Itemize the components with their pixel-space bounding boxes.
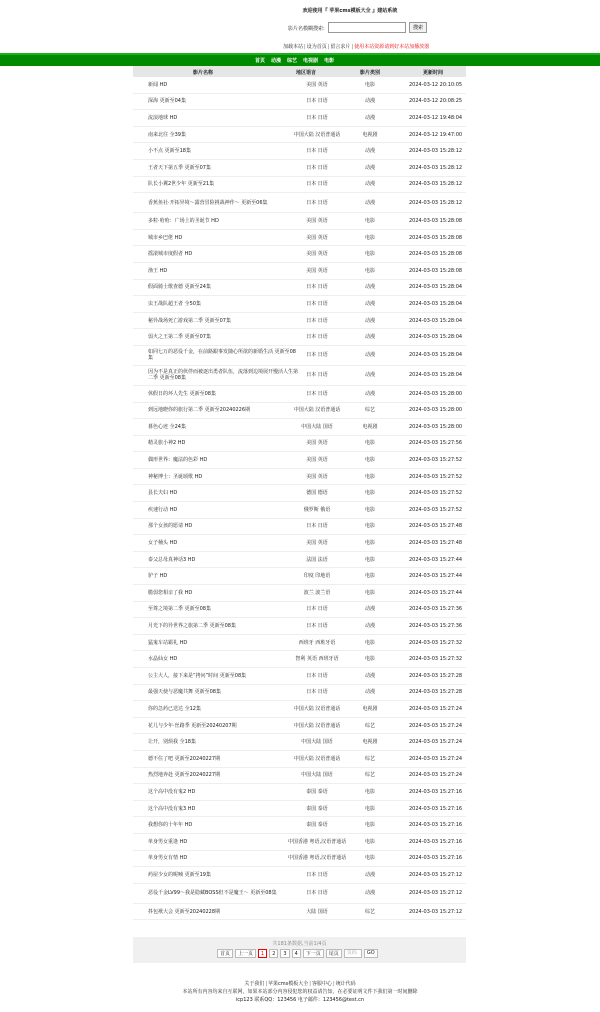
- movie-category: 动漫: [364, 114, 375, 121]
- movie-category: 动漫: [364, 390, 375, 397]
- page-number[interactable]: 1: [258, 949, 267, 958]
- movie-title-link[interactable]: 多粒·哈哈：广场上的圣诞节 HD: [148, 217, 219, 224]
- movie-title-link[interactable]: 流浪地球 HD: [148, 114, 178, 121]
- movie-category: 动漫: [364, 164, 375, 171]
- footer-contact: icp123 联系QQ：123456 电子邮件：123456@test.cn: [235, 997, 365, 1003]
- movie-update-time: 2024-03-03 15:28:12: [409, 181, 463, 188]
- movie-category: 电影: [364, 838, 375, 845]
- movie-update-time: 2024-03-03 15:28:12: [409, 199, 463, 206]
- table-row: [133, 485, 466, 502]
- table-row: [133, 685, 466, 702]
- nav-item[interactable]: 综艺: [287, 58, 298, 64]
- movie-update-time: 2024-03-03 15:27:28: [409, 672, 463, 679]
- movie-title-link[interactable]: 那个女孩的愿请 HD: [148, 523, 193, 530]
- movie-update-time: 2024-03-03 15:27:16: [409, 805, 463, 812]
- table-row: [133, 143, 466, 160]
- movie-update-time: 2024-03-03 15:27:32: [409, 656, 463, 663]
- movie-region: 泰国 泰语: [306, 788, 328, 795]
- movie-title-link[interactable]: 驴子 HD: [148, 573, 168, 580]
- movie-region: 日本 日语: [306, 689, 328, 696]
- movie-category: 动漫: [364, 317, 375, 324]
- movie-update-time: 2024-03-03 15:28:04: [409, 372, 463, 379]
- table-row: [133, 452, 466, 469]
- movie-update-time: 2024-03-03 15:28:08: [409, 234, 463, 241]
- table-row: [133, 701, 466, 718]
- movie-update-time: 2024-03-03 15:27:44: [409, 556, 463, 563]
- main-nav: [0, 53, 600, 66]
- movie-category: 电影: [364, 234, 375, 241]
- movie-category: 电影: [364, 656, 375, 663]
- movie-update-time: 2024-03-03 15:28:04: [409, 352, 463, 359]
- movie-title-link[interactable]: 水晶仙女 HD: [148, 656, 178, 663]
- table-row: [133, 784, 466, 801]
- movie-title-link[interactable]: 精灵旅小神2 HD: [148, 440, 186, 447]
- movie-category: 综艺: [364, 722, 375, 729]
- movie-region: 日本 日语: [306, 148, 328, 155]
- table-row: [133, 651, 466, 668]
- movie-title-link[interactable]: 县长夫妇 HD: [148, 490, 178, 497]
- table-row: [133, 110, 466, 127]
- table-row: [133, 94, 466, 111]
- movie-title-link[interactable]: 德不住了吧 更新至20240227期: [148, 755, 221, 762]
- movie-region: 中国香港 粤语,汉语普通话: [287, 855, 347, 862]
- movie-region: 中国香港 粤语,汉语普通话: [287, 838, 347, 845]
- movie-title-link[interactable]: 休假日的坏人先生 更新至08集: [148, 390, 216, 397]
- movie-title-link[interactable]: 热烈地奔赴 更新至20240227期: [148, 772, 221, 779]
- movie-title-link[interactable]: 单身男女有情 HD: [148, 855, 188, 862]
- movie-region: 波兰 波兰语: [303, 589, 331, 596]
- movie-region: 德国 德语: [306, 490, 328, 497]
- movie-title-link[interactable]: 香蕉鱼社·开拓异境～露营冒险挑战神作～ 更新至06集: [148, 199, 268, 206]
- movie-update-time: 2024-03-03 15:28:08: [409, 251, 463, 258]
- movie-region: 中国大陆 国语: [301, 423, 333, 430]
- pagination-info: 共181条数据,当前1/4页: [272, 941, 327, 947]
- table-row: [133, 734, 466, 751]
- page-number[interactable]: 2: [269, 949, 278, 958]
- movie-category: 动漫: [364, 672, 375, 679]
- movie-update-time: 2024-03-03 15:27:12: [409, 871, 463, 878]
- movie-category: 动漫: [364, 284, 375, 291]
- movie-region: 中国大陆 国语: [301, 772, 333, 779]
- movie-category: 电影: [364, 639, 375, 646]
- footer-stats[interactable]: 统计代码: [335, 981, 356, 987]
- movie-update-time: 2024-03-03 15:27:24: [409, 755, 463, 762]
- table-row: [133, 160, 466, 177]
- movie-title-link[interactable]: 脆弱您相亲了我 HD: [148, 589, 193, 596]
- movie-region: 日本 日语: [306, 890, 328, 897]
- movie-category: 动漫: [364, 181, 375, 188]
- page-first[interactable]: 首页: [217, 949, 233, 958]
- table-row: [133, 801, 466, 818]
- table-body: [133, 77, 466, 920]
- movie-update-time: 2024-03-03 15:27:44: [409, 589, 463, 596]
- movie-update-time: 2024-03-03 15:27:52: [409, 490, 463, 497]
- table-row: [133, 668, 466, 685]
- movie-category: 电影: [364, 267, 375, 274]
- movie-title-link[interactable]: 神秘博士：圣诞颂歌 HD: [148, 473, 203, 480]
- movie-update-time: 2024-03-03 15:27:48: [409, 523, 463, 530]
- movie-region: 中国大陆 汉语普通话: [293, 722, 341, 729]
- movie-update-time: 2024-03-03 15:28:04: [409, 334, 463, 341]
- movie-region: 日本 日语: [306, 164, 328, 171]
- movie-region: 日本 日语: [306, 871, 328, 878]
- table-row: [133, 635, 466, 652]
- movie-category: 动漫: [364, 606, 375, 613]
- movie-region: 美国 英语: [306, 81, 328, 88]
- table-row: [133, 535, 466, 552]
- table-row: [133, 127, 466, 144]
- movie-update-time: 2024-03-12 19:48:04: [409, 114, 463, 121]
- table-row: [133, 280, 466, 297]
- movie-update-time: 2024-03-03 15:28:08: [409, 267, 463, 274]
- table-row: [133, 263, 466, 280]
- movie-region: 中国大陆 国语: [301, 739, 333, 746]
- movie-update-time: 2024-03-03 15:28:04: [409, 300, 463, 307]
- movie-category: 综艺: [364, 908, 375, 915]
- movie-title-link[interactable]: 公主大人，接下来是“拷问”时间 更新至08集: [148, 672, 247, 679]
- movie-update-time: 2024-03-03 15:27:24: [409, 772, 463, 779]
- movie-update-time: 2024-03-12 20:08:25: [409, 98, 463, 105]
- movie-category: 动漫: [364, 148, 375, 155]
- movie-region: 日本 日语: [306, 623, 328, 630]
- movie-update-time: 2024-03-03 15:27:48: [409, 540, 463, 547]
- movie-category: 电视剧: [362, 423, 378, 430]
- table-row: [133, 436, 466, 453]
- movie-region: 日本 日语: [306, 181, 328, 188]
- page-go-button[interactable]: GO: [364, 949, 378, 958]
- pagination: [133, 937, 466, 963]
- footer-links: 关于我们|苹果cms模板大全|客服中心|统计代码: [244, 981, 356, 987]
- movie-title-link[interactable]: 你的急药已送达 全12集: [148, 705, 201, 712]
- table-row: [133, 817, 466, 834]
- movie-title-link[interactable]: 因为不是真正的伙伴而被逐出勇者队伍，流落到边境展开慢活人生第二季 更新至08集: [148, 369, 299, 382]
- movie-region: 日本 日语: [306, 284, 328, 291]
- movie-category: 电影: [364, 788, 375, 795]
- movie-title-link[interactable]: 虫王战队超王者 全50集: [148, 300, 201, 307]
- movie-update-time: 2024-03-03 15:28:04: [409, 284, 463, 291]
- movie-region: 美国 英语: [306, 440, 328, 447]
- movie-category: 动漫: [364, 352, 375, 359]
- movie-region: 日本 日语: [306, 114, 328, 121]
- movie-update-time: 2024-03-03 15:27:56: [409, 440, 463, 447]
- table-row: [133, 77, 466, 94]
- movie-region: 日本 日语: [306, 98, 328, 105]
- movie-category: 综艺: [364, 755, 375, 762]
- movie-title-link[interactable]: 疾速行动 HD: [148, 506, 178, 513]
- movie-update-time: 2024-03-03 15:27:16: [409, 822, 463, 829]
- movie-title-link[interactable]: 城市乡巴佬 HD: [148, 234, 183, 241]
- movie-title-link[interactable]: 最强天使与恶魔共舞 更新至08集: [148, 689, 221, 696]
- movie-title-link[interactable]: 单身男女重逢 HD: [148, 838, 188, 845]
- movie-update-time: 2024-03-03 15:27:24: [409, 739, 463, 746]
- movie-region: 美国 英语: [306, 234, 328, 241]
- player-notice[interactable]: 使用本站资源请到好本站加播放器: [354, 44, 430, 50]
- link-set-homepage[interactable]: 设为首页: [306, 44, 327, 50]
- movie-title-link[interactable]: 药屋少女的呢喃 更新至19集: [148, 871, 211, 878]
- table-row: [133, 519, 466, 536]
- movie-region: 日本 日语: [306, 606, 328, 613]
- movie-region: 美国 英语: [306, 473, 328, 480]
- movie-title-link[interactable]: 这个高中没有鬼2 HD: [148, 788, 196, 795]
- movie-update-time: 2024-03-12 20:10:05: [409, 81, 463, 88]
- movie-update-time: 2024-03-03 15:27:52: [409, 506, 463, 513]
- movie-category: 电影: [364, 805, 375, 812]
- movie-title-link[interactable]: 花儿与少年·丝路季 更新至20240207期: [148, 722, 237, 729]
- movie-category: 电影: [364, 490, 375, 497]
- movie-category: 动漫: [364, 689, 375, 696]
- movie-region: 日本 日语: [306, 372, 328, 379]
- movie-region: 西班牙 西班牙语: [298, 639, 336, 646]
- movie-category: 电视剧: [362, 739, 378, 746]
- nav-item[interactable]: 电影: [324, 58, 335, 64]
- search-input[interactable]: [328, 22, 406, 33]
- movie-update-time: 2024-03-03 15:27:24: [409, 705, 463, 712]
- footer-about[interactable]: 关于我们: [244, 981, 265, 987]
- movie-category: 动漫: [364, 372, 375, 379]
- movie-category: 电视剧: [362, 131, 378, 138]
- movie-region: 日本 日语: [306, 672, 328, 679]
- page-last[interactable]: 尾页: [326, 949, 342, 958]
- footer-disclaimer: 本站所有内容均来自互联网，如果本站部分内容侵犯您的权益请告知，在必要证明文件下我们第一时间删除: [182, 989, 418, 995]
- nav-item[interactable]: 首页: [255, 58, 266, 64]
- footer-site[interactable]: 苹果cms模板大全: [268, 981, 309, 987]
- movie-title-link[interactable]: 到远地瞪你的旅行第二季 更新至20240226期: [148, 407, 251, 414]
- movie-title-link[interactable]: 渔王 HD: [148, 267, 168, 274]
- movie-category: 动漫: [364, 871, 375, 878]
- movie-category: 电影: [364, 506, 375, 513]
- footer: [0, 980, 600, 1004]
- page-number[interactable]: 4: [292, 949, 301, 958]
- table-row: [133, 502, 466, 519]
- table-row: [133, 230, 466, 247]
- movie-region: 印度 印地语: [303, 573, 331, 580]
- movie-category: 电影: [364, 473, 375, 480]
- page-number[interactable]: 3: [280, 949, 289, 958]
- movie-region: 中国大陆 汉语普通话: [293, 407, 341, 414]
- table-row: [133, 329, 466, 346]
- table-row: [133, 469, 466, 486]
- table-row: [133, 718, 466, 735]
- table-row: [133, 768, 466, 785]
- movie-region: 日本 日语: [306, 300, 328, 307]
- movie-title-link[interactable]: 假面骑士歌查德 更新至24集: [148, 284, 211, 291]
- table-row: [133, 296, 466, 313]
- movie-title-link[interactable]: 南来北往 全39集: [148, 131, 186, 138]
- table-row: [133, 751, 466, 768]
- header-links: 加载本站|设为首页|留言求片|使用本站资源请到好本站加播放器: [283, 44, 430, 50]
- movie-region: 美国 英语: [306, 251, 328, 258]
- page-prev[interactable]: 上一页: [235, 949, 256, 958]
- table-row: [133, 366, 466, 386]
- movie-region: 美国 英语: [306, 267, 328, 274]
- nav-item[interactable]: 电视剧: [303, 58, 319, 64]
- table-row: [133, 851, 466, 868]
- table-header: [133, 66, 466, 77]
- table-row: [133, 618, 466, 635]
- movie-update-time: 2024-03-03 15:27:36: [409, 606, 463, 613]
- movie-category: 电影: [364, 523, 375, 530]
- movie-update-time: 2024-03-03 15:27:12: [409, 908, 463, 915]
- movie-category: 电影: [364, 556, 375, 563]
- movie-category: 动漫: [364, 199, 375, 206]
- movie-category: 电影: [364, 822, 375, 829]
- footer-help[interactable]: 客服中心: [311, 981, 332, 987]
- header-region: 地区语言: [296, 70, 317, 76]
- table-row: [133, 193, 466, 213]
- movie-region: 美国 英语: [306, 217, 328, 224]
- movie-category: 电影: [364, 440, 375, 447]
- movie-update-time: 2024-03-03 15:27:52: [409, 457, 463, 464]
- movie-title-link[interactable]: 新闻 HD: [148, 81, 168, 88]
- movie-title-link[interactable]: 暮色心迹 全24集: [148, 423, 186, 430]
- movie-category: 综艺: [364, 772, 375, 779]
- movie-title-link[interactable]: 恶役千金LV99～我是隐藏BOSS但不是魔王～ 更新至08集: [148, 890, 277, 897]
- movie-region: 泰国 泰语: [306, 805, 328, 812]
- movie-category: 动漫: [364, 890, 375, 897]
- header-time: 更新时间: [423, 70, 444, 76]
- movie-title-link[interactable]: 秘异战场死亡游戏第二季 更新至07集: [148, 317, 231, 324]
- movie-update-time: 2024-03-03 15:27:28: [409, 689, 463, 696]
- table-row: [133, 246, 466, 263]
- movie-region: 美国 英语: [306, 457, 328, 464]
- table-row: [133, 177, 466, 194]
- movie-region: 日本 日语: [306, 523, 328, 530]
- movie-update-time: 2024-03-03 15:28:12: [409, 164, 463, 171]
- movie-category: 电视剧: [362, 705, 378, 712]
- search-label: 影片名模糊搜索:: [288, 26, 325, 32]
- nav-item[interactable]: 动漫: [271, 58, 282, 64]
- movie-region: 日本 日语: [306, 199, 328, 206]
- movie-category: 动漫: [364, 300, 375, 307]
- header-type: 影片类别: [360, 70, 381, 76]
- movie-category: 电影: [364, 251, 375, 258]
- movie-title-link[interactable]: 小不点 更新至18集: [148, 148, 191, 155]
- movie-category: 电影: [364, 573, 375, 580]
- movie-update-time: 2024-03-03 15:28:08: [409, 217, 463, 224]
- table-row: [133, 419, 466, 436]
- table-row: [133, 904, 466, 921]
- movie-region: 法国 法语: [306, 556, 328, 563]
- movie-update-time: 2024-03-03 15:27:16: [409, 838, 463, 845]
- movie-title-link[interactable]: 这个高中没有鬼3 HD: [148, 805, 196, 812]
- movie-region: 日本 日语: [306, 352, 328, 359]
- movie-category: 电影: [364, 589, 375, 596]
- movie-update-time: 2024-03-03 15:27:44: [409, 573, 463, 580]
- table-row: [133, 213, 466, 230]
- movie-region: 智利 英语 西班牙语: [295, 656, 339, 663]
- movie-category: 动漫: [364, 98, 375, 105]
- search-bar: [0, 22, 600, 34]
- movie-category: 电影: [364, 457, 375, 464]
- movie-region: 美国 英语: [306, 540, 328, 547]
- page-next[interactable]: 下一页: [303, 949, 324, 958]
- movie-update-time: 2024-03-03 15:28:00: [409, 407, 463, 414]
- movie-title-link[interactable]: 月光下的异世界之旅第二季 更新至08集: [148, 623, 236, 630]
- movie-category: 电影: [364, 81, 375, 88]
- movie-update-time: 2024-03-12 19:47:00: [409, 131, 463, 138]
- link-request-movie[interactable]: 留言求片: [330, 44, 351, 50]
- movie-update-time: 2024-03-03 15:27:12: [409, 890, 463, 897]
- movie-update-time: 2024-03-03 15:28:12: [409, 148, 463, 155]
- movie-title-link[interactable]: 王者天下第五季 更新至07集: [148, 164, 211, 171]
- movie-region: 泰国 泰语: [306, 822, 328, 829]
- search-button[interactable]: 搜索: [409, 22, 427, 33]
- movie-title-link[interactable]: 至尊之境第二季 更新至08集: [148, 606, 211, 613]
- table-row: [133, 386, 466, 403]
- movie-region: 日本 日语: [306, 390, 328, 397]
- movie-title-link[interactable]: 如同七万的恶役千金，在前路跟事发随心所欲的新婚生活 更新至08集: [148, 349, 296, 362]
- movie-update-time: 2024-03-03 15:28:00: [409, 390, 463, 397]
- movie-category: 电影: [364, 540, 375, 547]
- table-row: [133, 602, 466, 619]
- movie-update-time: 2024-03-03 15:27:36: [409, 623, 463, 630]
- movie-title-link[interactable]: 弱火之王第二季 更新至07集: [148, 334, 211, 341]
- table-row: [133, 403, 466, 420]
- movie-update-time: 2024-03-03 15:27:16: [409, 788, 463, 795]
- movie-table: [133, 66, 466, 920]
- table-row: [133, 884, 466, 904]
- movie-title-link[interactable]: 深海 更新至04集: [148, 98, 186, 105]
- movie-title-link[interactable]: 女子桶头 HD: [148, 540, 178, 547]
- table-row: [133, 867, 466, 884]
- movie-update-time: 2024-03-03 15:27:16: [409, 855, 463, 862]
- table-row: [133, 585, 466, 602]
- movie-region: 中国大陆 汉语普通话: [293, 755, 341, 762]
- movie-title-link[interactable]: 队长小翼2世少年 更新至21集: [148, 181, 215, 188]
- table-row: [133, 346, 466, 366]
- movie-title-link[interactable]: 我想你的十年年 HD: [148, 822, 193, 829]
- site-title: 欢迎使用『 苹果cms模板大全 』建站系统: [302, 8, 398, 14]
- table-row: [133, 834, 466, 851]
- movie-region: 日本 日语: [306, 334, 328, 341]
- header-name: 影片名称: [193, 70, 214, 76]
- movie-region: 中国大陆 汉语普通话: [293, 705, 341, 712]
- movie-update-time: 2024-03-03 15:27:32: [409, 639, 463, 646]
- movie-region: 中国大陆 汉语普通话: [293, 131, 341, 138]
- page-number-input[interactable]: 页码: [344, 949, 362, 958]
- movie-update-time: 2024-03-03 15:28:00: [409, 423, 463, 430]
- movie-title-link[interactable]: 让开，别烦我 全18集: [148, 739, 196, 746]
- movie-category: 综艺: [364, 407, 375, 414]
- movie-title-link[interactable]: 抖包袱大会 更新至20240228期: [148, 908, 221, 915]
- movie-category: 电影: [364, 217, 375, 224]
- movie-title-link[interactable]: 摇滚城市度假者 HD: [148, 251, 193, 258]
- movie-category: 动漫: [364, 623, 375, 630]
- movie-region: 大陆 国语: [306, 908, 328, 915]
- table-row: [133, 568, 466, 585]
- movie-title-link[interactable]: 猛鬼车站霸礼 HD: [148, 639, 188, 646]
- movie-update-time: 2024-03-03 15:27:24: [409, 722, 463, 729]
- table-row: [133, 313, 466, 330]
- movie-region: 俄罗斯 俄语: [303, 506, 331, 513]
- movie-region: 日本 日语: [306, 317, 328, 324]
- movie-title-link[interactable]: 泰父总母真神话3 HD: [148, 556, 196, 563]
- movie-category: 动漫: [364, 334, 375, 341]
- movie-update-time: 2024-03-03 15:28:04: [409, 317, 463, 324]
- link-bookmark[interactable]: 加载本站: [283, 44, 304, 50]
- movie-update-time: 2024-03-03 15:27:52: [409, 473, 463, 480]
- table-row: [133, 552, 466, 569]
- movie-category: 电影: [364, 855, 375, 862]
- movie-title-link[interactable]: 偶形世界：魔法的色彩 HD: [148, 457, 208, 464]
